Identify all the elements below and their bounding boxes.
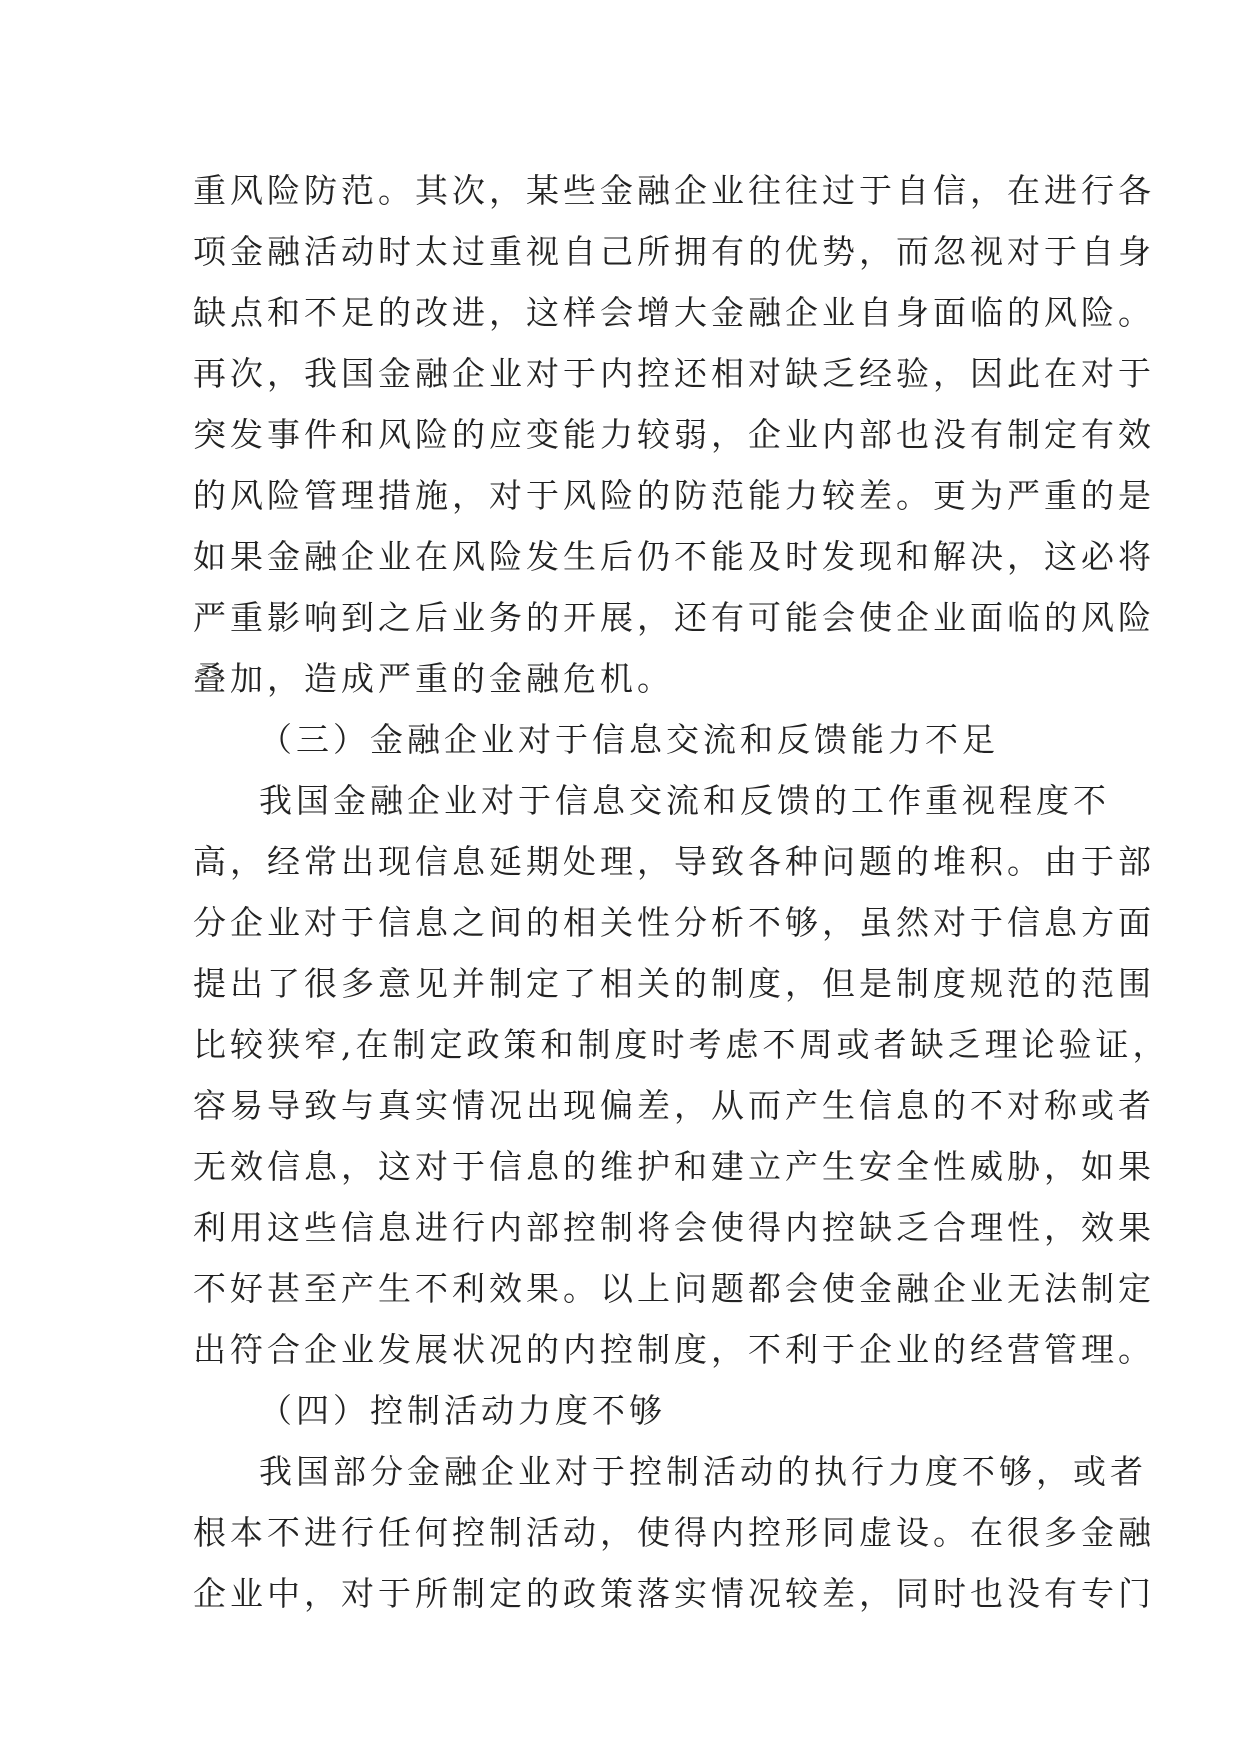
paragraph-first-line: 我国金融企业对于信息交流和反馈的工作重视程度不 <box>259 781 1110 820</box>
text-line: 高，经常出现信息延期处理，导致各种问题的堆积。由于部 <box>193 842 1155 881</box>
text-line: 重风险防范。其次，某些金融企业往往过于自信，在进行各 <box>193 171 1155 210</box>
text-line: 不好甚至产生不利效果。以上问题都会使金融企业无法制定 <box>193 1269 1155 1308</box>
text-line: 无效信息，这对于信息的维护和建立产生安全性威胁，如果 <box>193 1147 1155 1186</box>
text-line: 再次，我国金融企业对于内控还相对缺乏经验，因此在对于 <box>193 354 1155 393</box>
text-line: 出符合企业发展状况的内控制度，不利于企业的经营管理。 <box>193 1330 1155 1369</box>
text-line: 严重影响到之后业务的开展，还有可能会使企业面临的风险 <box>193 598 1155 637</box>
text-line: 项金融活动时太过重视自己所拥有的优势，而忽视对于自身 <box>193 232 1155 271</box>
body-text <box>193 160 1170 1624</box>
text-line: 突发事件和风险的应变能力较弱，企业内部也没有制定有效 <box>193 415 1155 454</box>
text-line: 利用这些信息进行内部控制将会使得内控缺乏合理性，效果 <box>193 1208 1155 1247</box>
text-line: 容易导致与真实情况出现偏差，从而产生信息的不对称或者 <box>193 1086 1155 1125</box>
text-line: 分企业对于信息之间的相关性分析不够，虽然对于信息方面 <box>193 903 1155 942</box>
text-line: 比较狭窄,在制定政策和制度时考虑不周或者缺乏理论验证， <box>193 1025 1170 1064</box>
text-line: 根本不进行任何控制活动，使得内控形同虚设。在很多金融 <box>193 1513 1155 1552</box>
paragraph-first-line: 我国部分金融企业对于控制活动的执行力度不够，或者 <box>259 1452 1147 1491</box>
section-heading-4: （四）控制活动力度不够 <box>259 1391 666 1430</box>
text-line: 叠加，造成严重的金融危机。 <box>193 659 674 698</box>
text-line: 如果金融企业在风险发生后仍不能及时发现和解决，这必将 <box>193 537 1155 576</box>
text-line: 缺点和不足的改进，这样会增大金融企业自身面临的风险。 <box>193 293 1155 332</box>
section-heading-3: （三）金融企业对于信息交流和反馈能力不足 <box>259 720 999 759</box>
text-line: 提出了很多意见并制定了相关的制度，但是制度规范的范围 <box>193 964 1155 1003</box>
text-line: 的风险管理措施，对于风险的防范能力较差。更为严重的是 <box>193 476 1155 515</box>
text-line: 企业中，对于所制定的政策落实情况较差，同时也没有专门 <box>193 1574 1155 1613</box>
